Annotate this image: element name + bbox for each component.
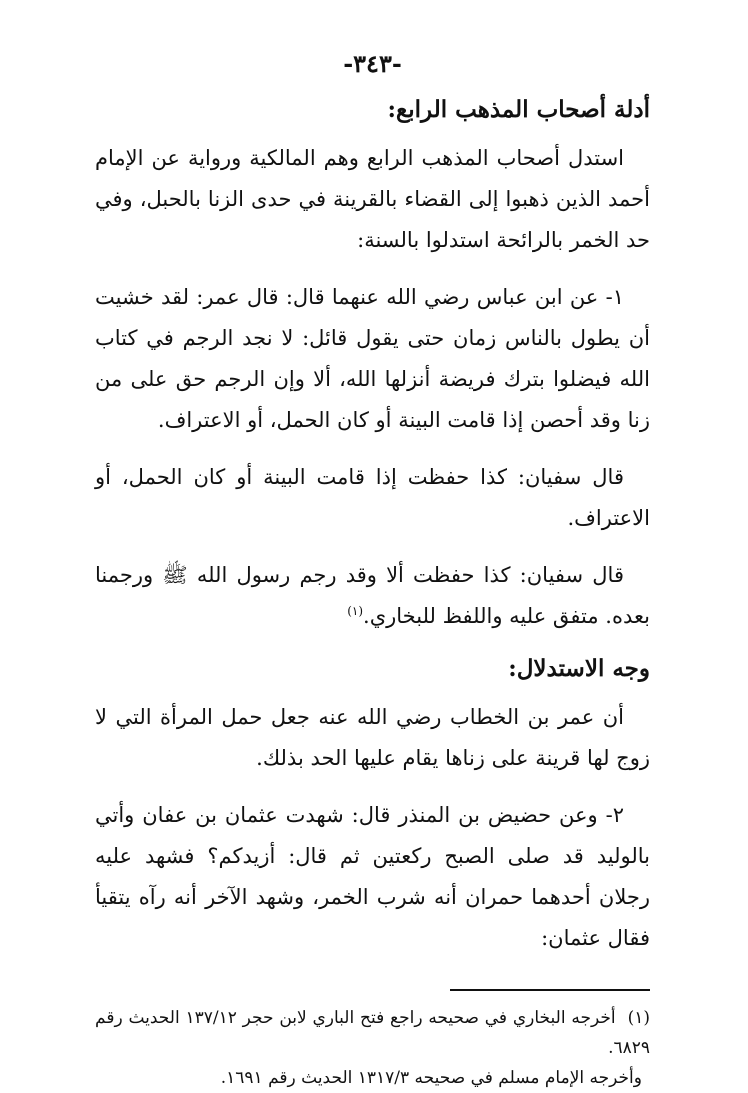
footnote-1-text: أخرجه البخاري في صحيحه راجع فتح الباري لابن حجر ١٣٧/١٢ الحديث رقم ٦٨٢٩.: [95, 1008, 650, 1059]
sufyan-note-2-text: قال سفيان: كذا حفظت ألا وقد رجم رسول الله ﷺ ورجمنا بعده. متفق عليه واللفظ للبخاري.: [95, 563, 650, 629]
hadith-2-paragraph: [95, 795, 650, 959]
footnote-divider: [450, 989, 650, 991]
footnote-1: [95, 1003, 650, 1063]
hadith-1-paragraph: [95, 277, 650, 441]
hadith-2-text: ٢- وعن حضيض بن المنذر قال: شهدت عثمان بن عفان وأتي بالوليد قد صلى الصبح ركعتين ثم قال: أزيدكم؟ فشهد عليه رجلان أحدهما حمران أنه شرب الخمر، وشهد الآخر أنه رآه يتقيأ فقال عثمان:: [95, 803, 650, 951]
footnote-reference: (١): [347, 604, 364, 619]
sufyan-note-1-text: قال سفيان: كذا حفظت إذا قامت البينة أو كان الحمل، أو الاعتراف.: [95, 465, 650, 531]
inference-text: أن عمر بن الخطاب رضي الله عنه جعل حمل المرأة التي لا زوج لها قرينة على زناها يقام عليها الحد بذلك.: [95, 705, 650, 771]
section-heading-evidence: أدلة أصحاب المذهب الرابع:: [387, 96, 650, 123]
intro-text: استدل أصحاب المذهب الرابع وهم المالكية ورواية عن الإمام أحمد الذين ذهبوا إلى القضاء بالقرينة في حدى الزنا بالحبل، وفي حد الخمر بالرائحة استدلوا بالسنة:: [95, 146, 650, 253]
hadith-1-text: ١- عن ابن عباس رضي الله عنهما قال: قال عمر: لقد خشيت أن يطول بالناس زمان حتى يقول قائل: لا نجد الرجم في كتاب الله فيضلوا بترك فريضة أنزلها الله، ألا وإن الرجم حق على من زنا وقد أحصن إذا قامت البينة أو كان الحمل، أو الاعتراف.: [95, 285, 650, 433]
intro-paragraph: [95, 138, 650, 261]
footnote-2-text: وأخرجه الإمام مسلم في صحيحه ١٣١٧/٣ الحديث رقم ١٦٩١.: [220, 1068, 642, 1089]
footnote-marker: (١): [627, 1008, 650, 1029]
inference-paragraph: [95, 697, 650, 779]
sufyan-note-2: [95, 555, 650, 637]
sufyan-note-1: [95, 457, 650, 539]
section-heading-inference: وجه الاستدلال:: [508, 655, 650, 683]
footnote-2: [95, 1063, 650, 1093]
page-number: -٣٤٣-: [343, 49, 402, 78]
